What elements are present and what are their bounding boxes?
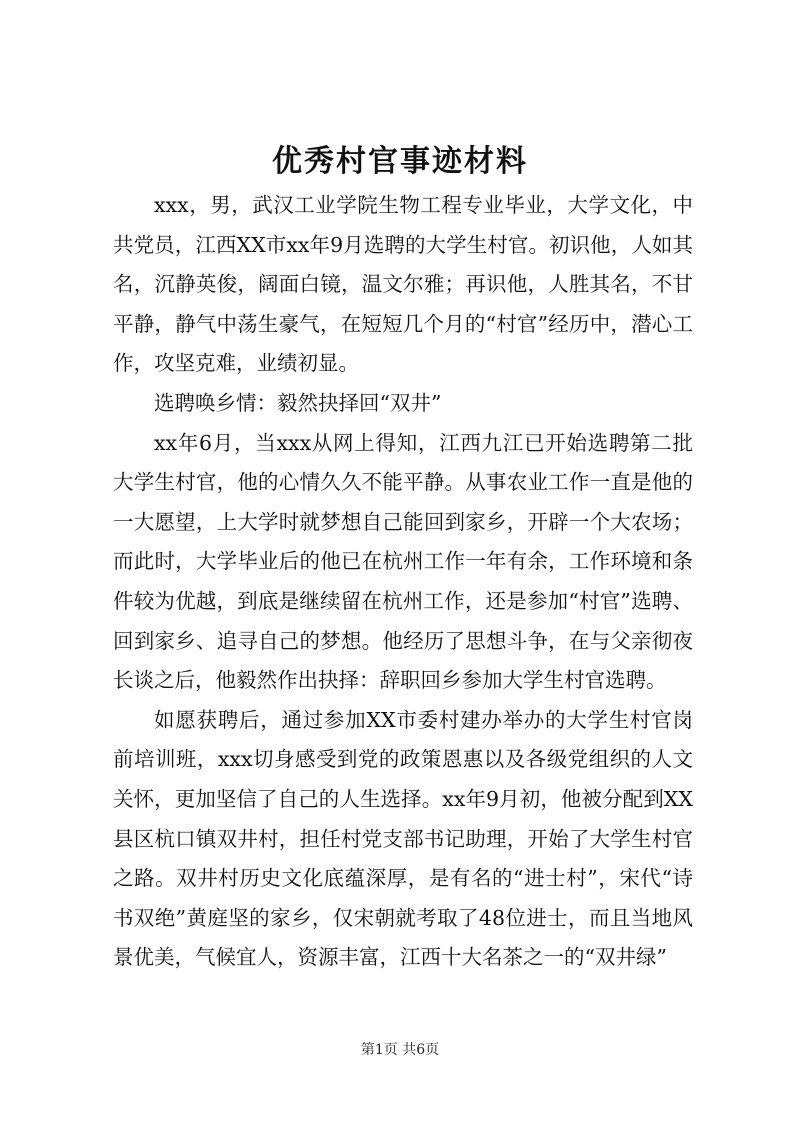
paragraph-selection: xx年6月，当xxx从网上得知，江西九江已开始选聘第二批大学生村官，他的心情久久不能平静。从事农业工作一直是他的一大愿望，上大学时就梦想自己能回到家乡，开辟一个大农场；而此时，大学毕业后的他已在杭州工作一年有余，工作环境和条件较为优越，到底是继续留在杭州工作，还是参加“村官”选聘、回到家乡、追寻自己的梦想。他经历了思想斗争，在与父亲彻夜长谈之后，他毅然作出抉择：辞职回乡参加大学生村官选聘。: [113, 430, 693, 693]
page-number-footer: 第1页 共6页: [360, 1042, 440, 1058]
document-title: 优秀村官事迹材料: [272, 144, 528, 179]
paragraph-intro: xxx，男，武汉工业学院生物工程专业毕业，大学文化，中共党员，江西XX市xx年9月选聘的大学生村官。初识他，人如其名，沉静英俊，阔面白镜，温文尔雅；再识他，人胜其名，不甘平静，静气中荡生豪气，在短短几个月的“村官”经历中，潜心工作，攻坚克难，业绩初显。: [113, 193, 693, 376]
section-heading: 选聘唤乡情：毅然抉择回“双井”: [154, 390, 442, 415]
document-body: [113, 186, 693, 978]
paragraph-appointment: 如愿获聘后，通过参加XX市委村建办举办的大学生村官岗前培训班，xxx切身感受到党的政策恩惠以及各级党组织的人文关怀，更加坚信了自己的人生选择。xx年9月初，他被分配到XX县区杭口镇双井村，担任村党支部书记助理，开始了大学生村官之路。双井村历史文化底蕴深厚，是有名的“进士村”，宋代“诗书双绝”黄庭坚的家乡，仅宋朝就考取了48位进士，而且当地风景优美，气候宜人，资源丰富，江西十大名茶之一的“双井绿”: [113, 707, 693, 970]
